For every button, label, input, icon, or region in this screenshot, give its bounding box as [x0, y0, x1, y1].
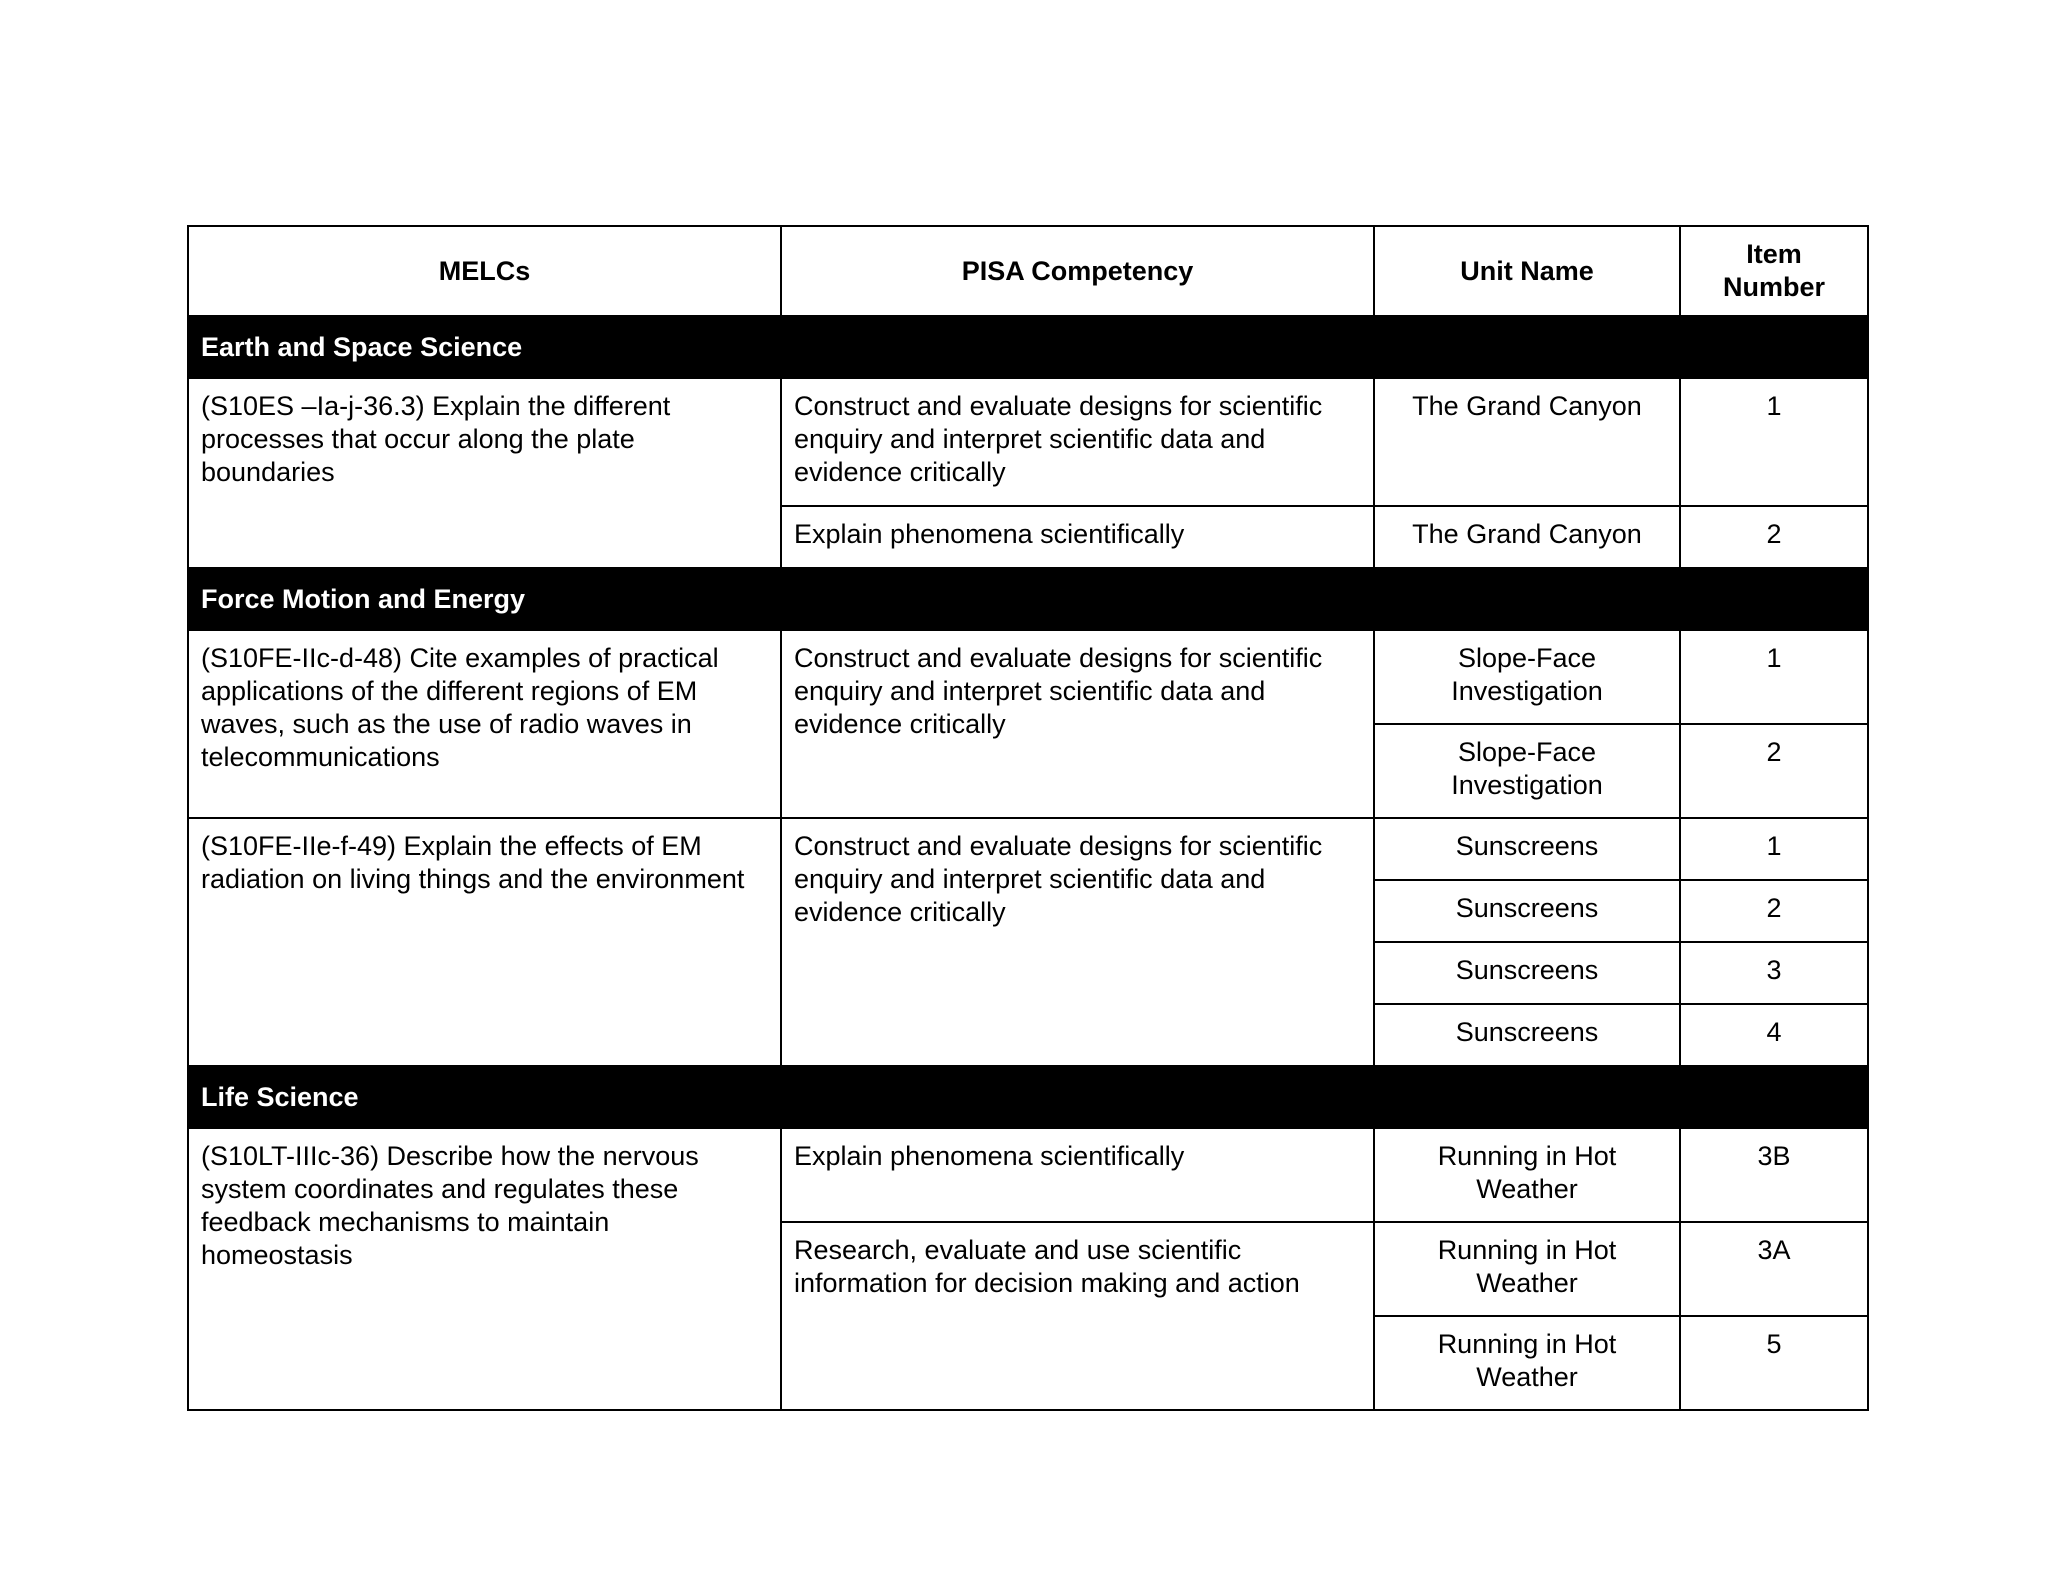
melc-cell: (S10FE-IIe-f-49) Explain the effects of EM radiation on living things and the environment: [188, 818, 781, 1066]
unit-cell: Running in Hot Weather: [1374, 1316, 1680, 1410]
melc-cell: (S10FE-IIc-d-48) Cite examples of practical applications of the different regions of EM waves, such as the use of radio waves in telecommunications: [188, 630, 781, 818]
pisa-cell: Explain phenomena scientifically: [781, 506, 1374, 568]
unit-cell: The Grand Canyon: [1374, 378, 1680, 506]
table-row: [188, 630, 1868, 724]
pisa-cell: Construct and evaluate designs for scientific enquiry and interpret scientific data and evidence critically: [781, 818, 1374, 1066]
unit-cell: Sunscreens: [1374, 818, 1680, 880]
unit-cell: The Grand Canyon: [1374, 506, 1680, 568]
section-row: [188, 568, 1868, 630]
item-cell: 4: [1680, 1004, 1868, 1066]
item-cell: 2: [1680, 724, 1868, 818]
header-unit-name: Unit Name: [1374, 226, 1680, 316]
table-row: [188, 818, 1868, 880]
unit-cell: Sunscreens: [1374, 880, 1680, 942]
item-cell: 3: [1680, 942, 1868, 1004]
header-melcs: MELCs: [188, 226, 781, 316]
item-cell: 1: [1680, 630, 1868, 724]
unit-cell: Running in Hot Weather: [1374, 1222, 1680, 1316]
pisa-cell: Research, evaluate and use scientific information for decision making and action: [781, 1222, 1374, 1410]
table-header-row: [188, 226, 1868, 316]
section-row: [188, 1066, 1868, 1128]
unit-cell: Running in Hot Weather: [1374, 1128, 1680, 1222]
competency-table: [187, 225, 1869, 1411]
table-row: [188, 1128, 1868, 1222]
item-cell: 5: [1680, 1316, 1868, 1410]
section-title: Life Science: [188, 1066, 1868, 1128]
pisa-cell: Explain phenomena scientifically: [781, 1128, 1374, 1222]
header-item-number: Item Number: [1680, 226, 1868, 316]
melc-cell: (S10LT-IIIc-36) Describe how the nervous system coordinates and regulates these feedback mechanisms to maintain homeostasis: [188, 1128, 781, 1410]
item-cell: 3B: [1680, 1128, 1868, 1222]
item-cell: 1: [1680, 818, 1868, 880]
unit-cell: Slope-Face Investigation: [1374, 630, 1680, 724]
pisa-cell: Construct and evaluate designs for scientific enquiry and interpret scientific data and evidence critically: [781, 630, 1374, 818]
item-cell: 2: [1680, 880, 1868, 942]
pisa-cell: Construct and evaluate designs for scientific enquiry and interpret scientific data and evidence critically: [781, 378, 1374, 506]
header-pisa-competency: PISA Competency: [781, 226, 1374, 316]
unit-cell: Sunscreens: [1374, 942, 1680, 1004]
section-row: [188, 316, 1868, 378]
item-cell: 2: [1680, 506, 1868, 568]
unit-cell: Sunscreens: [1374, 1004, 1680, 1066]
table-row: [188, 378, 1868, 506]
item-cell: 1: [1680, 378, 1868, 506]
item-cell: 3A: [1680, 1222, 1868, 1316]
section-title: Earth and Space Science: [188, 316, 1868, 378]
unit-cell: Slope-Face Investigation: [1374, 724, 1680, 818]
section-title: Force Motion and Energy: [188, 568, 1868, 630]
melc-cell: (S10ES –Ia-j-36.3) Explain the different processes that occur along the plate boundaries: [188, 378, 781, 568]
